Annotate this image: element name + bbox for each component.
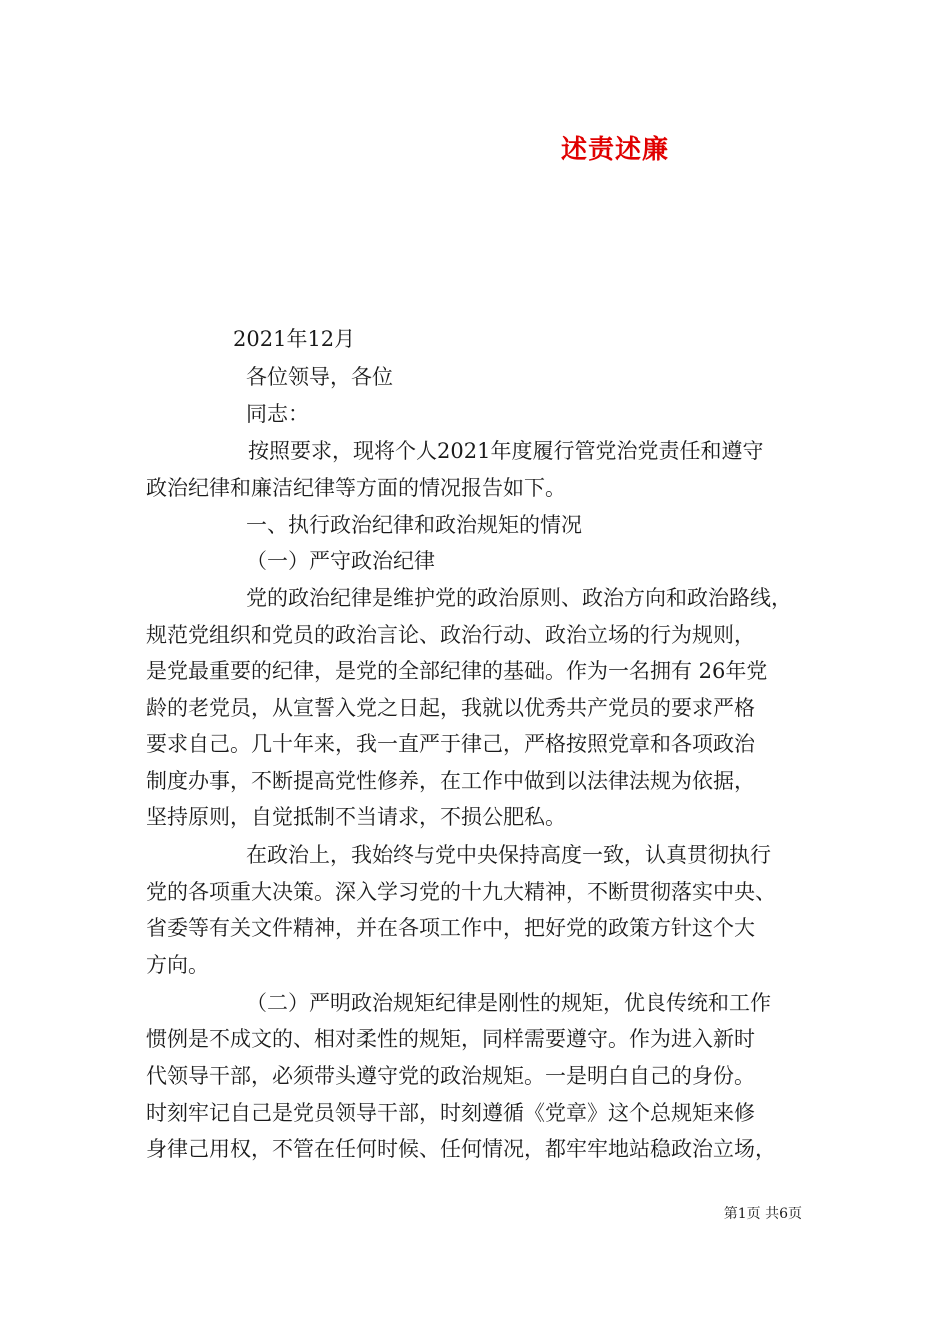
paragraph-line: 要求自己。几十年来，我一直严于律己，严格按照党章和各项政治 bbox=[146, 732, 755, 756]
paragraph-line: （二）严明政治规矩纪律是刚性的规矩，优良传统和工作 bbox=[246, 991, 771, 1015]
paragraph-line: 党的政治纪律是维护党的政治原则、政治方向和政治路线， bbox=[246, 586, 792, 610]
section-heading: 一、执行政治纪律和政治规矩的情况 bbox=[246, 513, 582, 537]
paragraph-line: 身律己用权，不管在任何时候、任何情况，都牢牢地站稳政治立场， bbox=[146, 1137, 776, 1161]
intro-line: 按照要求，现将个人2021年度履行管党治党责任和遵守 bbox=[248, 439, 764, 463]
paragraph-line: 在政治上，我始终与党中央保持高度一致，认真贯彻执行 bbox=[246, 843, 771, 867]
paragraph-line: 惯例是不成文的、相对柔性的规矩，同样需要遵守。作为进入新时 bbox=[146, 1027, 755, 1051]
paragraph-line: 方向。 bbox=[146, 953, 209, 977]
paragraph-line: 规范党组织和党员的政治言论、政治行动、政治立场的行为规则， bbox=[146, 623, 755, 647]
document-date: 2021年12月 bbox=[233, 327, 356, 351]
salutation-line-1: 各位领导，各位 bbox=[246, 365, 393, 389]
paragraph-line: 党的各项重大决策。深入学习党的十九大精神，不断贯彻落实中央、 bbox=[146, 880, 776, 904]
paragraph-line: 坚持原则，自觉抵制不当请求，不损公肥私。 bbox=[146, 805, 566, 829]
paragraph-line: 是党最重要的纪律，是党的全部纪律的基础。作为一名拥有 26年党 bbox=[146, 659, 768, 683]
subsection-heading: （一）严守政治纪律 bbox=[246, 549, 435, 573]
paragraph-line: 代领导干部，必须带头遵守党的政治规矩。一是明白自己的身份。 bbox=[146, 1064, 755, 1088]
document-title: 述责述廉 bbox=[560, 135, 669, 165]
paragraph-line: 制度办事，不断提高党性修养，在工作中做到以法律法规为依据， bbox=[146, 769, 755, 793]
paragraph-line: 龄的老党员，从宣誓入党之日起，我就以优秀共产党员的要求严格 bbox=[146, 696, 755, 720]
salutation-line-2: 同志： bbox=[246, 402, 309, 426]
page-number-footer: 第1页 共6页 bbox=[723, 1206, 802, 1222]
intro-line: 政治纪律和廉洁纪律等方面的情况报告如下。 bbox=[146, 476, 566, 500]
paragraph-line: 省委等有关文件精神，并在各项工作中，把好党的政策方针这个大 bbox=[146, 916, 755, 940]
paragraph-line: 时刻牢记自己是党员领导干部，时刻遵循《党章》这个总规矩来修 bbox=[146, 1101, 755, 1125]
